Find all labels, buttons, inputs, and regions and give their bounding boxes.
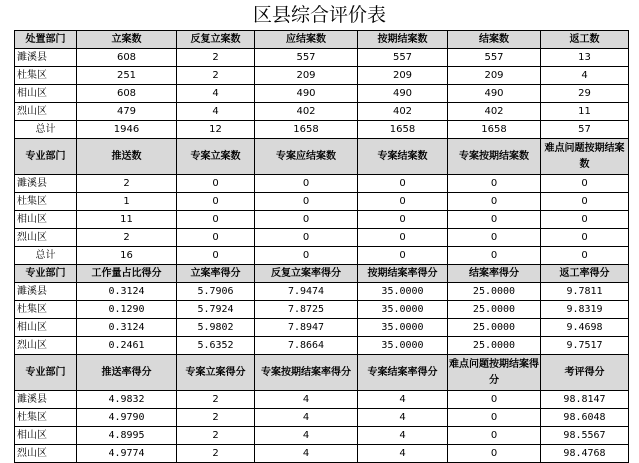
- section2-header-row: [15, 139, 629, 175]
- header-cell: 立案数: [77, 31, 177, 49]
- table-cell: 0: [541, 175, 629, 193]
- header-cell: 结案数: [448, 31, 541, 49]
- table-cell: 0: [255, 229, 358, 247]
- table-cell: 98.8147: [541, 391, 629, 409]
- table-cell: 12: [177, 121, 255, 139]
- header-cell: 反复立案数: [177, 31, 255, 49]
- table-cell: 11: [541, 103, 629, 121]
- district-name: 相山区: [15, 319, 77, 337]
- table-cell: 4.9832: [77, 391, 177, 409]
- header-cell: 返工数: [541, 31, 629, 49]
- table-cell: 25.0000: [448, 301, 541, 319]
- table-cell: 5.6352: [177, 337, 255, 355]
- table-cell: 9.4698: [541, 319, 629, 337]
- table-cell: 13: [541, 49, 629, 67]
- table-cell: 98.4768: [541, 445, 629, 463]
- table-row: [15, 193, 629, 211]
- table-cell: 4: [358, 427, 448, 445]
- table-cell: 5.9802: [177, 319, 255, 337]
- table-cell: 402: [255, 103, 358, 121]
- table-row: [15, 391, 629, 409]
- table-cell: 0: [541, 211, 629, 229]
- district-name: 杜集区: [15, 193, 77, 211]
- header-cell: 专案结案数: [358, 139, 448, 175]
- table-row: [15, 211, 629, 229]
- table-cell: 4: [255, 427, 358, 445]
- table-cell: 4: [541, 67, 629, 85]
- table-cell: 2: [77, 175, 177, 193]
- table-cell: 0: [177, 229, 255, 247]
- section1-header-row: [15, 31, 629, 49]
- table-cell: 251: [77, 67, 177, 85]
- header-cell: 按期结案率得分: [358, 265, 448, 283]
- table-cell: 608: [77, 49, 177, 67]
- table-cell: 490: [255, 85, 358, 103]
- table-cell: 0: [448, 193, 541, 211]
- header-cell: 专案按期结案数: [448, 139, 541, 175]
- table-cell: 0: [255, 211, 358, 229]
- table-cell: 0: [255, 175, 358, 193]
- table-cell: 0: [358, 247, 448, 265]
- header-cell: 推送率得分: [77, 355, 177, 391]
- table-cell: 0: [177, 193, 255, 211]
- table-row: [15, 337, 629, 355]
- table-row: [15, 283, 629, 301]
- table-cell: 209: [255, 67, 358, 85]
- table-cell: 1946: [77, 121, 177, 139]
- table-cell: 9.8319: [541, 301, 629, 319]
- table-cell: 557: [255, 49, 358, 67]
- header-cell: 结案率得分: [448, 265, 541, 283]
- table-cell: 7.8664: [255, 337, 358, 355]
- header-cell: 专业部门: [15, 139, 77, 175]
- district-name: 相山区: [15, 211, 77, 229]
- table-cell: 0: [177, 175, 255, 193]
- district-name: 烈山区: [15, 445, 77, 463]
- table-cell: 4: [255, 409, 358, 427]
- table-row: [15, 445, 629, 463]
- table-cell: 2: [177, 49, 255, 67]
- table-cell: 57: [541, 121, 629, 139]
- section3-header-row: [15, 265, 629, 283]
- table-cell: 0: [541, 193, 629, 211]
- table-cell: 2: [177, 409, 255, 427]
- table-cell: 0.1290: [77, 301, 177, 319]
- district-name: 杜集区: [15, 301, 77, 319]
- table-cell: 0.2461: [77, 337, 177, 355]
- table-cell: 0: [448, 247, 541, 265]
- header-cell: 推送数: [77, 139, 177, 175]
- district-name: 濉溪县: [15, 175, 77, 193]
- table-row: [15, 301, 629, 319]
- header-cell: 工作量占比得分: [77, 265, 177, 283]
- total-label: 总计: [15, 247, 77, 265]
- evaluation-table: [14, 30, 629, 463]
- table-row: [15, 175, 629, 193]
- table-cell: 7.8725: [255, 301, 358, 319]
- table-cell: 0: [448, 229, 541, 247]
- total-row: [15, 121, 629, 139]
- table-cell: 0: [177, 211, 255, 229]
- header-cell: 按期结案数: [358, 31, 448, 49]
- header-cell: 立案率得分: [177, 265, 255, 283]
- table-cell: 608: [77, 85, 177, 103]
- table-cell: 4.9774: [77, 445, 177, 463]
- table-cell: 0: [358, 193, 448, 211]
- table-cell: 4: [358, 409, 448, 427]
- table-row: [15, 85, 629, 103]
- page-title: 区县综合评价表: [252, 4, 386, 26]
- table-cell: 1658: [255, 121, 358, 139]
- table-cell: 9.7811: [541, 283, 629, 301]
- table-cell: 2: [177, 445, 255, 463]
- table-cell: 557: [448, 49, 541, 67]
- table-cell: 0: [541, 247, 629, 265]
- district-name: 濉溪县: [15, 391, 77, 409]
- table-cell: 0: [358, 229, 448, 247]
- table-cell: 4.9790: [77, 409, 177, 427]
- table-cell: 35.0000: [358, 301, 448, 319]
- table-cell: 25.0000: [448, 337, 541, 355]
- header-cell: 应结案数: [255, 31, 358, 49]
- section4-header-row: [15, 355, 629, 391]
- table-cell: 0.3124: [77, 319, 177, 337]
- table-cell: 7.9474: [255, 283, 358, 301]
- table-cell: 9.7517: [541, 337, 629, 355]
- table-cell: 5.7924: [177, 301, 255, 319]
- header-cell: 专案立案得分: [177, 355, 255, 391]
- table-cell: 4: [177, 85, 255, 103]
- header-cell: 考评得分: [541, 355, 629, 391]
- district-name: 杜集区: [15, 67, 77, 85]
- district-name: 濉溪县: [15, 283, 77, 301]
- table-cell: 25.0000: [448, 283, 541, 301]
- district-name: 烈山区: [15, 103, 77, 121]
- header-cell: 难点问题按期结案数: [541, 139, 629, 175]
- table-cell: 1: [77, 193, 177, 211]
- table-cell: 0: [177, 247, 255, 265]
- table-cell: 0: [541, 229, 629, 247]
- table-cell: 98.6048: [541, 409, 629, 427]
- table-cell: 0: [448, 175, 541, 193]
- total-row: [15, 247, 629, 265]
- table-cell: 4: [255, 391, 358, 409]
- header-cell: 难点问题按期结案得分: [448, 355, 541, 391]
- header-cell: 专案按期结案率得分: [255, 355, 358, 391]
- table-cell: 1658: [448, 121, 541, 139]
- header-cell: 处置部门: [15, 31, 77, 49]
- district-name: 相山区: [15, 85, 77, 103]
- table-cell: 209: [448, 67, 541, 85]
- table-row: [15, 229, 629, 247]
- table-cell: 490: [448, 85, 541, 103]
- table-cell: 0.3124: [77, 283, 177, 301]
- table-cell: 0: [448, 427, 541, 445]
- table-cell: 1658: [358, 121, 448, 139]
- table-cell: 7.8947: [255, 319, 358, 337]
- table-cell: 0: [255, 193, 358, 211]
- table-cell: 35.0000: [358, 337, 448, 355]
- header-cell: 返工率得分: [541, 265, 629, 283]
- table-cell: 2: [177, 67, 255, 85]
- district-name: 烈山区: [15, 229, 77, 247]
- table-cell: 4.8995: [77, 427, 177, 445]
- total-label: 总计: [15, 121, 77, 139]
- table-cell: 4: [358, 391, 448, 409]
- table-cell: 479: [77, 103, 177, 121]
- table-cell: 2: [77, 229, 177, 247]
- table-cell: 25.0000: [448, 319, 541, 337]
- table-cell: 0: [358, 211, 448, 229]
- table-cell: 11: [77, 211, 177, 229]
- table-cell: 35.0000: [358, 319, 448, 337]
- table-cell: 0: [448, 211, 541, 229]
- table-cell: 490: [358, 85, 448, 103]
- table-cell: 209: [358, 67, 448, 85]
- district-name: 相山区: [15, 427, 77, 445]
- table-cell: 0: [448, 409, 541, 427]
- table-row: [15, 427, 629, 445]
- table-cell: 4: [255, 445, 358, 463]
- table-row: [15, 409, 629, 427]
- table-cell: 402: [358, 103, 448, 121]
- table-cell: 0: [448, 391, 541, 409]
- table-cell: 2: [177, 391, 255, 409]
- table-cell: 4: [177, 103, 255, 121]
- table-cell: 5.7906: [177, 283, 255, 301]
- table-row: [15, 67, 629, 85]
- header-cell: 专案结案率得分: [358, 355, 448, 391]
- header-cell: 专业部门: [15, 355, 77, 391]
- district-name: 濉溪县: [15, 49, 77, 67]
- table-cell: 98.5567: [541, 427, 629, 445]
- table-cell: 4: [358, 445, 448, 463]
- table-row: [15, 49, 629, 67]
- table-cell: 0: [358, 175, 448, 193]
- table-cell: 35.0000: [358, 283, 448, 301]
- district-name: 杜集区: [15, 409, 77, 427]
- table-cell: 402: [448, 103, 541, 121]
- header-cell: 专案应结案数: [255, 139, 358, 175]
- table-row: [15, 319, 629, 337]
- table-row: [15, 103, 629, 121]
- table-cell: 16: [77, 247, 177, 265]
- header-cell: 专案立案数: [177, 139, 255, 175]
- header-cell: 专业部门: [15, 265, 77, 283]
- table-cell: 557: [358, 49, 448, 67]
- table-cell: 0: [448, 445, 541, 463]
- district-name: 烈山区: [15, 337, 77, 355]
- table-cell: 29: [541, 85, 629, 103]
- table-cell: 0: [255, 247, 358, 265]
- table-cell: 2: [177, 427, 255, 445]
- header-cell: 反复立案率得分: [255, 265, 358, 283]
